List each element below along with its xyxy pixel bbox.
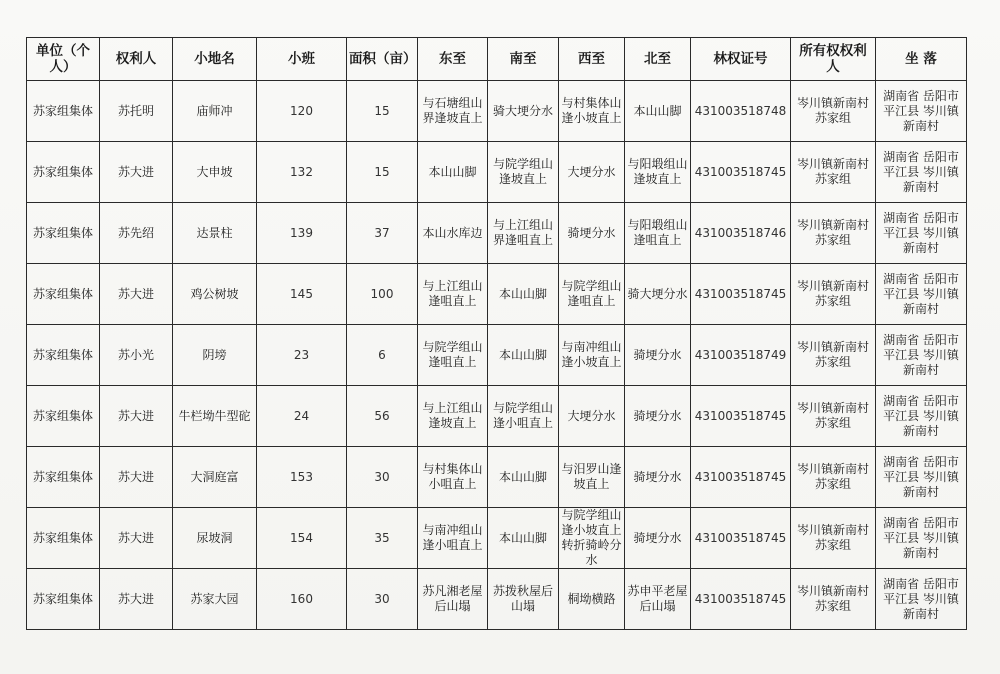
cell-owner: 岑川镇新南村苏家组 xyxy=(791,508,876,569)
cell-place-name: 苏家大园 xyxy=(173,569,257,630)
cell-subclass: 132 xyxy=(257,142,347,203)
cell-place-name: 鸡公树坡 xyxy=(173,264,257,325)
cell-certificate-number: 431003518746 xyxy=(691,203,791,264)
table-row xyxy=(27,264,967,325)
cell-owner: 岑川镇新南村苏家组 xyxy=(791,264,876,325)
cell-north-boundary: 骑大埂分水 xyxy=(625,264,691,325)
cell-owner: 岑川镇新南村苏家组 xyxy=(791,447,876,508)
cell-unit: 苏家组集体 xyxy=(27,508,100,569)
cell-place-name: 大洞庭富 xyxy=(173,447,257,508)
cell-area: 35 xyxy=(347,508,418,569)
cell-east-boundary: 与南冲组山逢小咀直上 xyxy=(418,508,488,569)
cell-area: 15 xyxy=(347,81,418,142)
cell-owner: 岑川镇新南村苏家组 xyxy=(791,142,876,203)
cell-unit: 苏家组集体 xyxy=(27,142,100,203)
cell-area: 6 xyxy=(347,325,418,386)
cell-certificate-number: 431003518745 xyxy=(691,447,791,508)
cell-location: 湖南省 岳阳市平江县 岑川镇新南村 xyxy=(876,203,967,264)
header-owner: 所有权权利人 xyxy=(791,38,876,81)
cell-west-boundary: 与院学组山逢咀直上 xyxy=(559,264,625,325)
table-row xyxy=(27,142,967,203)
cell-north-boundary: 与阳塅组山逢咀直上 xyxy=(625,203,691,264)
header-subclass: 小班 xyxy=(257,38,347,81)
cell-south-boundary: 本山山脚 xyxy=(488,508,559,569)
cell-holder: 苏大进 xyxy=(100,508,173,569)
header-row xyxy=(27,38,967,81)
cell-north-boundary: 骑埂分水 xyxy=(625,386,691,447)
cell-subclass: 23 xyxy=(257,325,347,386)
cell-certificate-number: 431003518749 xyxy=(691,325,791,386)
cell-area: 30 xyxy=(347,569,418,630)
cell-north-boundary: 骑埂分水 xyxy=(625,508,691,569)
cell-east-boundary: 与上江组山逢坡直上 xyxy=(418,386,488,447)
cell-east-boundary: 与上江组山逢咀直上 xyxy=(418,264,488,325)
cell-place-name: 大申坡 xyxy=(173,142,257,203)
cell-holder: 苏大进 xyxy=(100,142,173,203)
cell-location: 湖南省 岳阳市平江县 岑川镇新南村 xyxy=(876,569,967,630)
table-row xyxy=(27,81,967,142)
cell-location: 湖南省 岳阳市平江县 岑川镇新南村 xyxy=(876,447,967,508)
cell-area: 15 xyxy=(347,142,418,203)
cell-place-name: 阴塝 xyxy=(173,325,257,386)
cell-place-name: 尿坡洞 xyxy=(173,508,257,569)
cell-holder: 苏大进 xyxy=(100,264,173,325)
table-body xyxy=(27,81,967,630)
cell-subclass: 153 xyxy=(257,447,347,508)
table-row xyxy=(27,569,967,630)
cell-west-boundary: 骑埂分水 xyxy=(559,203,625,264)
header-place-name: 小地名 xyxy=(173,38,257,81)
cell-subclass: 154 xyxy=(257,508,347,569)
cell-location: 湖南省 岳阳市平江县 岑川镇新南村 xyxy=(876,264,967,325)
cell-east-boundary: 与石塘组山界逢坡直上 xyxy=(418,81,488,142)
cell-certificate-number: 431003518745 xyxy=(691,264,791,325)
cell-south-boundary: 与上江组山界逢咀直上 xyxy=(488,203,559,264)
cell-holder: 苏大进 xyxy=(100,447,173,508)
cell-subclass: 139 xyxy=(257,203,347,264)
header-unit: 单位（个人） xyxy=(27,38,100,81)
cell-east-boundary: 苏凡湘老屋后山塌 xyxy=(418,569,488,630)
cell-unit: 苏家组集体 xyxy=(27,81,100,142)
cell-east-boundary: 本山山脚 xyxy=(418,142,488,203)
cell-holder: 苏小光 xyxy=(100,325,173,386)
cell-east-boundary: 与村集体山小咀直上 xyxy=(418,447,488,508)
cell-unit: 苏家组集体 xyxy=(27,386,100,447)
cell-subclass: 160 xyxy=(257,569,347,630)
cell-south-boundary: 苏拨秋屋后山塌 xyxy=(488,569,559,630)
forest-rights-table xyxy=(26,37,967,630)
cell-area: 56 xyxy=(347,386,418,447)
cell-north-boundary: 苏申平老屋后山塌 xyxy=(625,569,691,630)
cell-subclass: 145 xyxy=(257,264,347,325)
cell-certificate-number: 431003518748 xyxy=(691,81,791,142)
cell-east-boundary: 与院学组山逢咀直上 xyxy=(418,325,488,386)
cell-place-name: 庙师冲 xyxy=(173,81,257,142)
cell-north-boundary: 本山山脚 xyxy=(625,81,691,142)
cell-unit: 苏家组集体 xyxy=(27,447,100,508)
cell-location: 湖南省 岳阳市平江县 岑川镇新南村 xyxy=(876,325,967,386)
cell-west-boundary: 与村集体山逢小坡直上 xyxy=(559,81,625,142)
cell-south-boundary: 本山山脚 xyxy=(488,447,559,508)
cell-owner: 岑川镇新南村苏家组 xyxy=(791,386,876,447)
cell-owner: 岑川镇新南村苏家组 xyxy=(791,569,876,630)
cell-area: 37 xyxy=(347,203,418,264)
cell-place-name: 牛栏坳牛型砣 xyxy=(173,386,257,447)
cell-owner: 岑川镇新南村苏家组 xyxy=(791,81,876,142)
cell-unit: 苏家组集体 xyxy=(27,325,100,386)
cell-unit: 苏家组集体 xyxy=(27,203,100,264)
cell-location: 湖南省 岳阳市平江县 岑川镇新南村 xyxy=(876,81,967,142)
cell-unit: 苏家组集体 xyxy=(27,569,100,630)
cell-west-boundary: 与院学组山逢小坡直上转折骑岭分水 xyxy=(559,508,625,569)
cell-certificate-number: 431003518745 xyxy=(691,386,791,447)
table-row xyxy=(27,508,967,569)
table-row xyxy=(27,386,967,447)
cell-holder: 苏大进 xyxy=(100,386,173,447)
cell-north-boundary: 与阳塅组山逢坡直上 xyxy=(625,142,691,203)
header-east: 东至 xyxy=(418,38,488,81)
cell-area: 30 xyxy=(347,447,418,508)
cell-south-boundary: 本山山脚 xyxy=(488,264,559,325)
cell-north-boundary: 骑埂分水 xyxy=(625,325,691,386)
table-row xyxy=(27,325,967,386)
cell-south-boundary: 本山山脚 xyxy=(488,325,559,386)
header-area: 面积（亩） xyxy=(347,38,418,81)
header-south: 南至 xyxy=(488,38,559,81)
cell-holder: 苏大进 xyxy=(100,569,173,630)
cell-west-boundary: 大埂分水 xyxy=(559,142,625,203)
cell-owner: 岑川镇新南村苏家组 xyxy=(791,325,876,386)
cell-unit: 苏家组集体 xyxy=(27,264,100,325)
cell-certificate-number: 431003518745 xyxy=(691,142,791,203)
cell-west-boundary: 大埂分水 xyxy=(559,386,625,447)
header-holder: 权利人 xyxy=(100,38,173,81)
table-row xyxy=(27,203,967,264)
cell-holder: 苏先绍 xyxy=(100,203,173,264)
cell-owner: 岑川镇新南村苏家组 xyxy=(791,203,876,264)
cell-south-boundary: 与院学组山逢小咀直上 xyxy=(488,386,559,447)
cell-holder: 苏托明 xyxy=(100,81,173,142)
header-north: 北至 xyxy=(625,38,691,81)
cell-west-boundary: 与汨罗山逢坡直上 xyxy=(559,447,625,508)
cell-west-boundary: 与南冲组山逢小坡直上 xyxy=(559,325,625,386)
cell-certificate-number: 431003518745 xyxy=(691,508,791,569)
cell-certificate-number: 431003518745 xyxy=(691,569,791,630)
cell-west-boundary: 桐坳横路 xyxy=(559,569,625,630)
cell-subclass: 24 xyxy=(257,386,347,447)
cell-south-boundary: 与院学组山逢坡直上 xyxy=(488,142,559,203)
cell-subclass: 120 xyxy=(257,81,347,142)
cell-location: 湖南省 岳阳市平江县 岑川镇新南村 xyxy=(876,142,967,203)
cell-place-name: 达景柱 xyxy=(173,203,257,264)
cell-location: 湖南省 岳阳市平江县 岑川镇新南村 xyxy=(876,508,967,569)
header-certificate: 林权证号 xyxy=(691,38,791,81)
cell-south-boundary: 骑大埂分水 xyxy=(488,81,559,142)
cell-area: 100 xyxy=(347,264,418,325)
header-location: 坐 落 xyxy=(876,38,967,81)
cell-location: 湖南省 岳阳市平江县 岑川镇新南村 xyxy=(876,386,967,447)
header-west: 西至 xyxy=(559,38,625,81)
cell-east-boundary: 本山水库边 xyxy=(418,203,488,264)
cell-north-boundary: 骑埂分水 xyxy=(625,447,691,508)
table-row xyxy=(27,447,967,508)
